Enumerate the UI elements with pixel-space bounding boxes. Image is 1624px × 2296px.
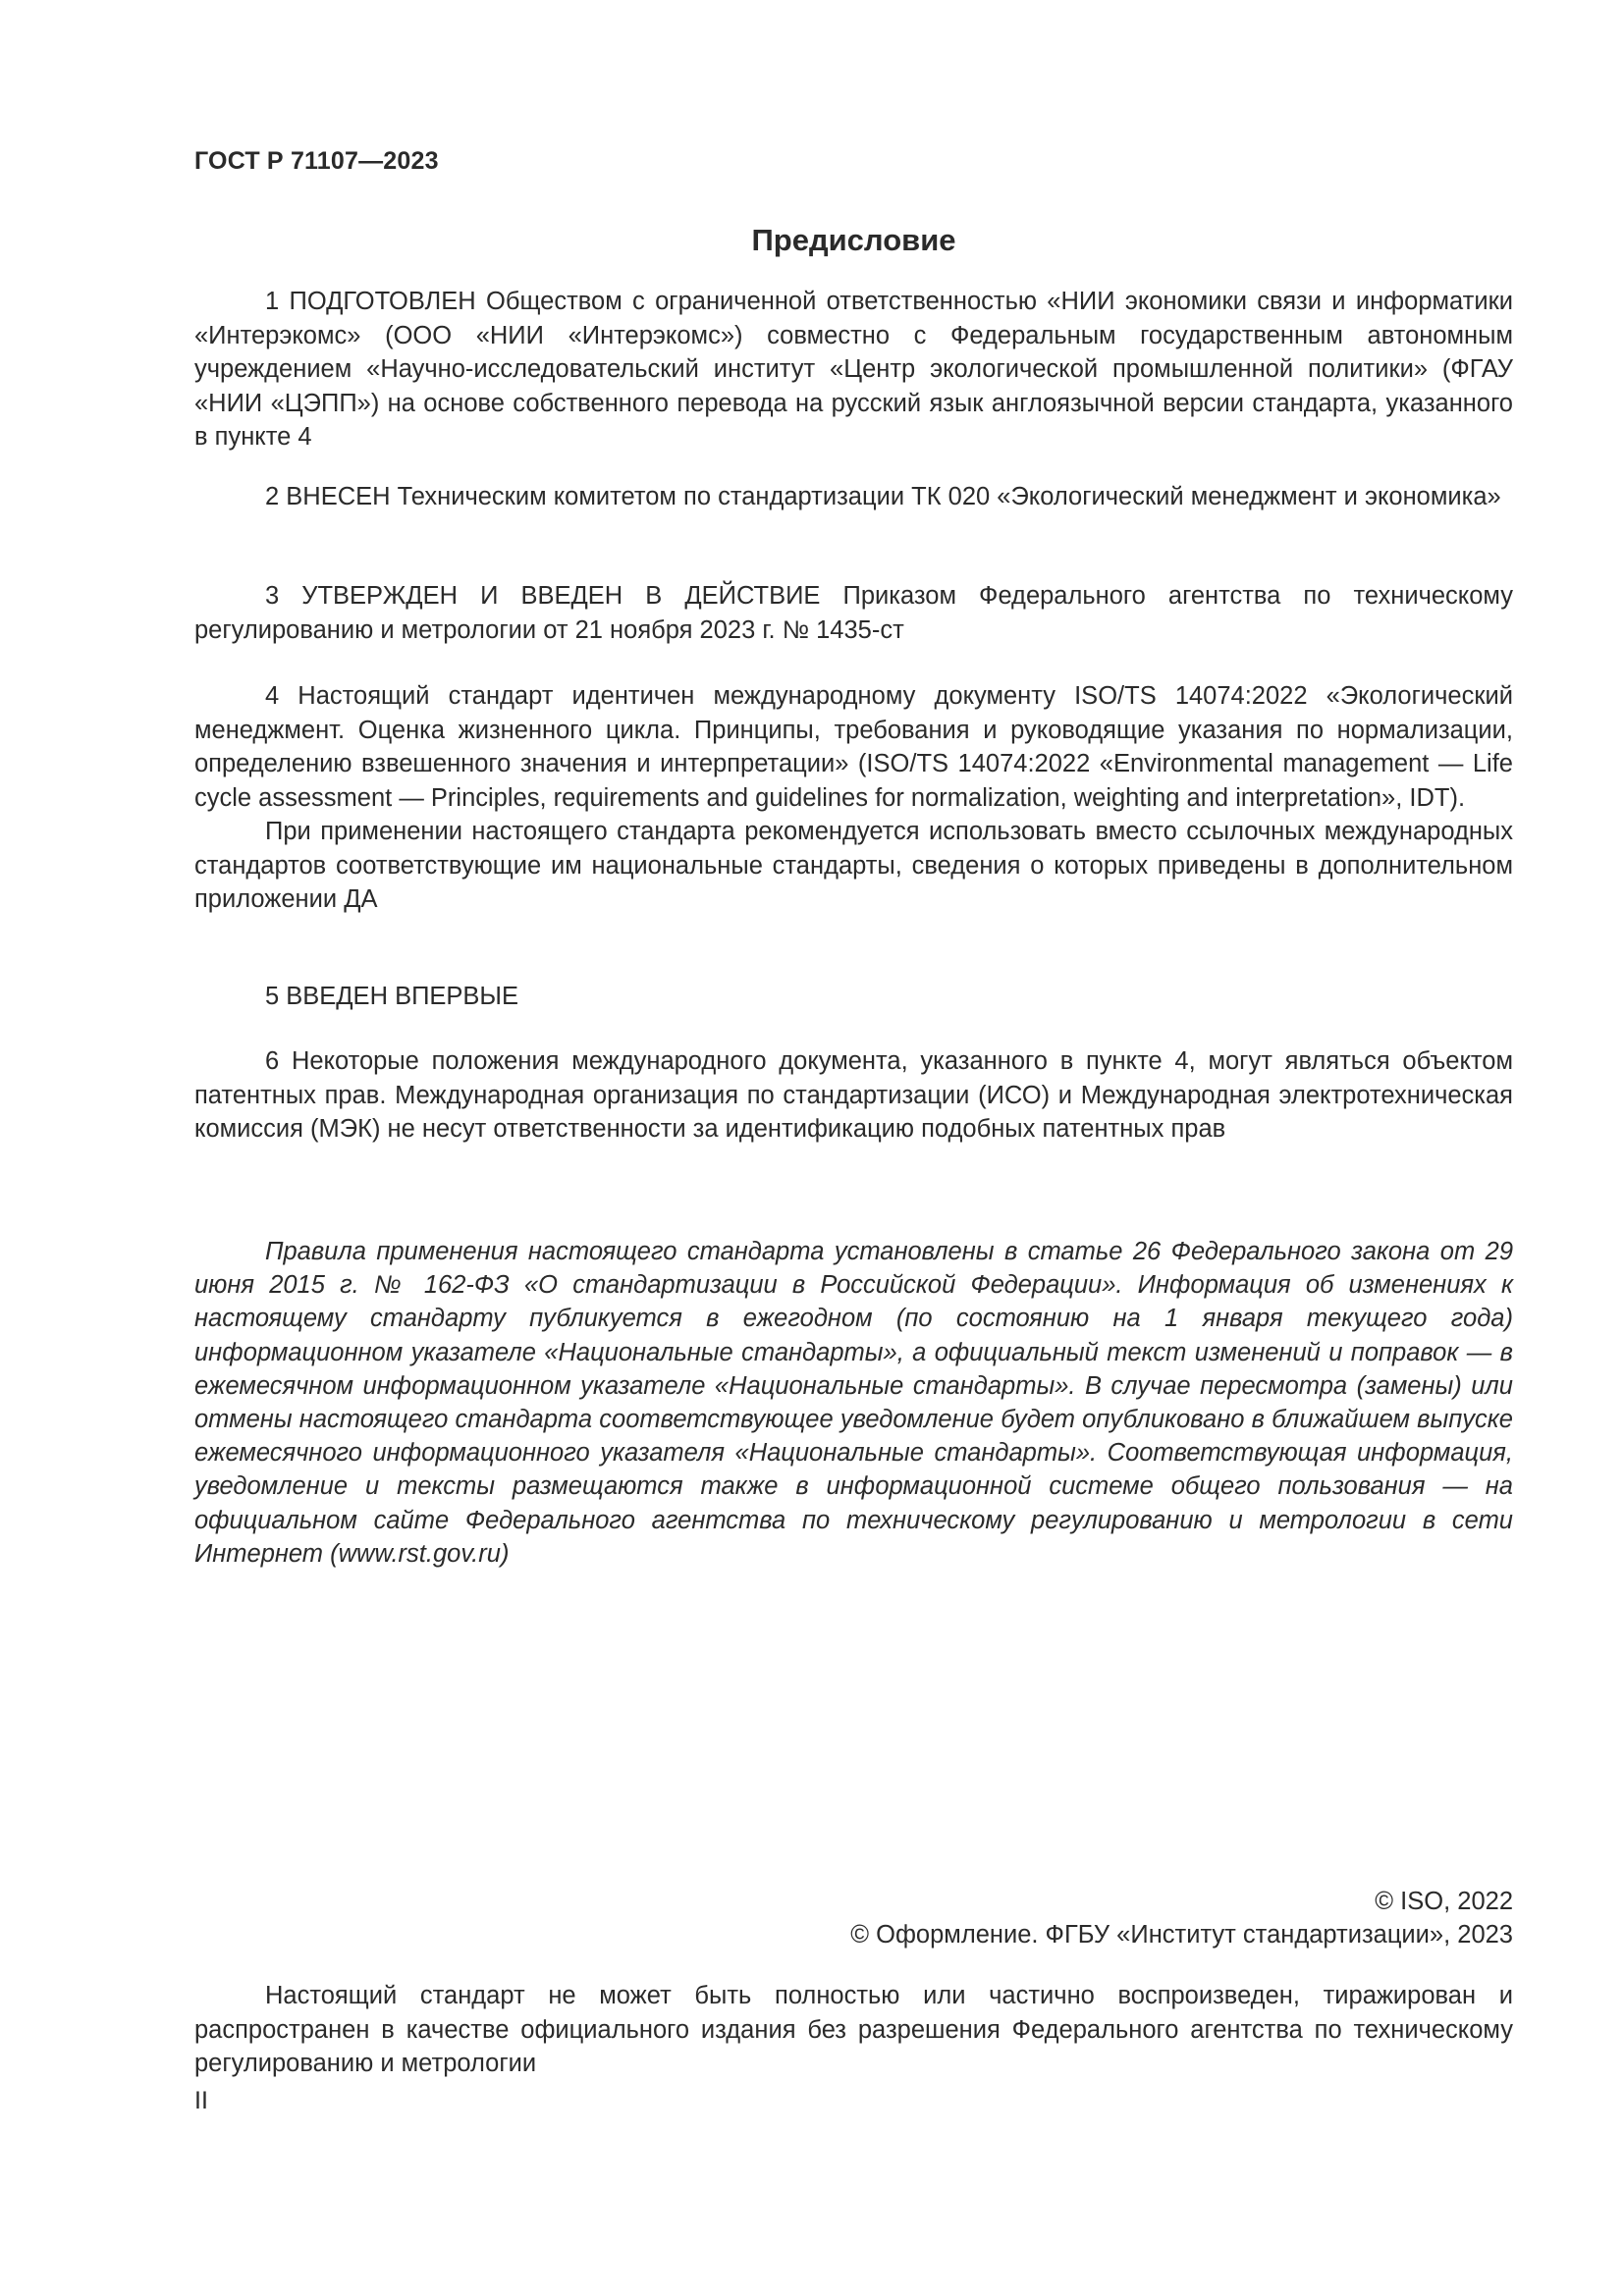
item-2 [194,480,1513,514]
item-6 [194,1044,1513,1147]
document-page [194,0,1513,2296]
copyright-design: © Оформление. ФГБУ «Институт стандартизации», 2023 [850,1921,1513,1949]
item-1-paragraph: 1 ПОДГОТОВЛЕН Обществом с ограниченной ответственностью «НИИ экономики связи и информатики «Интерэкомс» (ООО «НИИ «Интерэкомс») совместно с Федеральным государственным автономным учреждением «Научно-исследовательский институт «Центр экологической промышленной политики» (ФГАУ «НИИ «ЦЭПП») на основе собственного перевода на русский язык англоязычной версии стандарта, указанного в пункте 4 [194,288,1513,451]
item-2-paragraph: 2 ВНЕСЕН Техническим комитетом по стандартизации ТК 020 «Экологический менеджмент и экономика» [265,483,1501,510]
item-1 [194,285,1513,454]
item-6-paragraph: 6 Некоторые положения международного документа, указанного в пункте 4, могут являться объектом патентных прав. Международная организация по стандартизации (ИСО) и Международная электротехническая комиссия (МЭК) не несут ответственности за идентификацию подобных патентных прав [194,1047,1513,1143]
item-3-paragraph: 3 УТВЕРЖДЕН И ВВЕДЕН В ДЕЙСТВИЕ Приказом Федерального агентства по техническому регулированию и метрологии от 21 ноября 2023 г. № 1435-ст [194,582,1513,644]
copyright-iso: © ISO, 2022 [1375,1888,1513,1915]
item-3 [194,579,1513,647]
item-5-paragraph: 5 ВВЕДЕН ВПЕРВЫЕ [265,983,519,1010]
application-rules-text: Правила применения настоящего стандарта установлены в статье 26 Федерального закона от 29 июня 2015 г. № 162-ФЗ «О стандартизации в Российской Федерации». Информация об изменениях к настоящему стандарту публикуется в ежегодном (по состоянию на 1 января текущего года) информационном указателе «Национальные стандарты», а официальный текст изменений и поправок — в ежемесячном информационном указателе «Национальные стандарты». В случае пересмотра (замены) или отмены настоящего стандарта соответствующее уведомление будет опубликовано в ближайшем выпуске ежемесячного информационного указателя «Национальные стандарты». Соответствующая информация, уведомление и тексты размещаются также в информационной системе общего пользования — на официальном сайте Федерального агентства по техническому регулированию и метрологии в сети Интернет (www.rst.gov.ru) [194,1238,1513,1568]
page-number: II [194,2087,208,2114]
item-4-paragraph: 4 Настоящий стандарт идентичен международному документу ISO/TS 14074:2022 «Экологический менеджмент. Оценка жизненного цикла. Принципы, требования и руководящие указания по нормализации, определению взвешенного значения и интерпретации» (ISO/TS 14074:2022 «Environmental management — Life cycle assessment — Principles, requirements and guidelines for normalization, weighting and interpretation», IDT). [194,682,1513,812]
item-4 [194,679,1513,917]
reproduction-notice: Настоящий стандарт не может быть полностью или частично воспроизведен, тиражирован и распространен в качестве официального издания без разрешения Федерального агентства по техническому регулированию и метрологии [194,1982,1513,2077]
standard-code: ГОСТ Р 71107—2023 [194,147,439,175]
item-4-note-paragraph: При применении настоящего стандарта рекомендуется использовать вместо ссылочных международных стандартов соответствующие им национальные стандарты, сведения о которых приведены в дополнительном приложении ДА [194,818,1513,913]
page-title: Предисловие [751,223,956,257]
item-5 [194,980,1513,1014]
